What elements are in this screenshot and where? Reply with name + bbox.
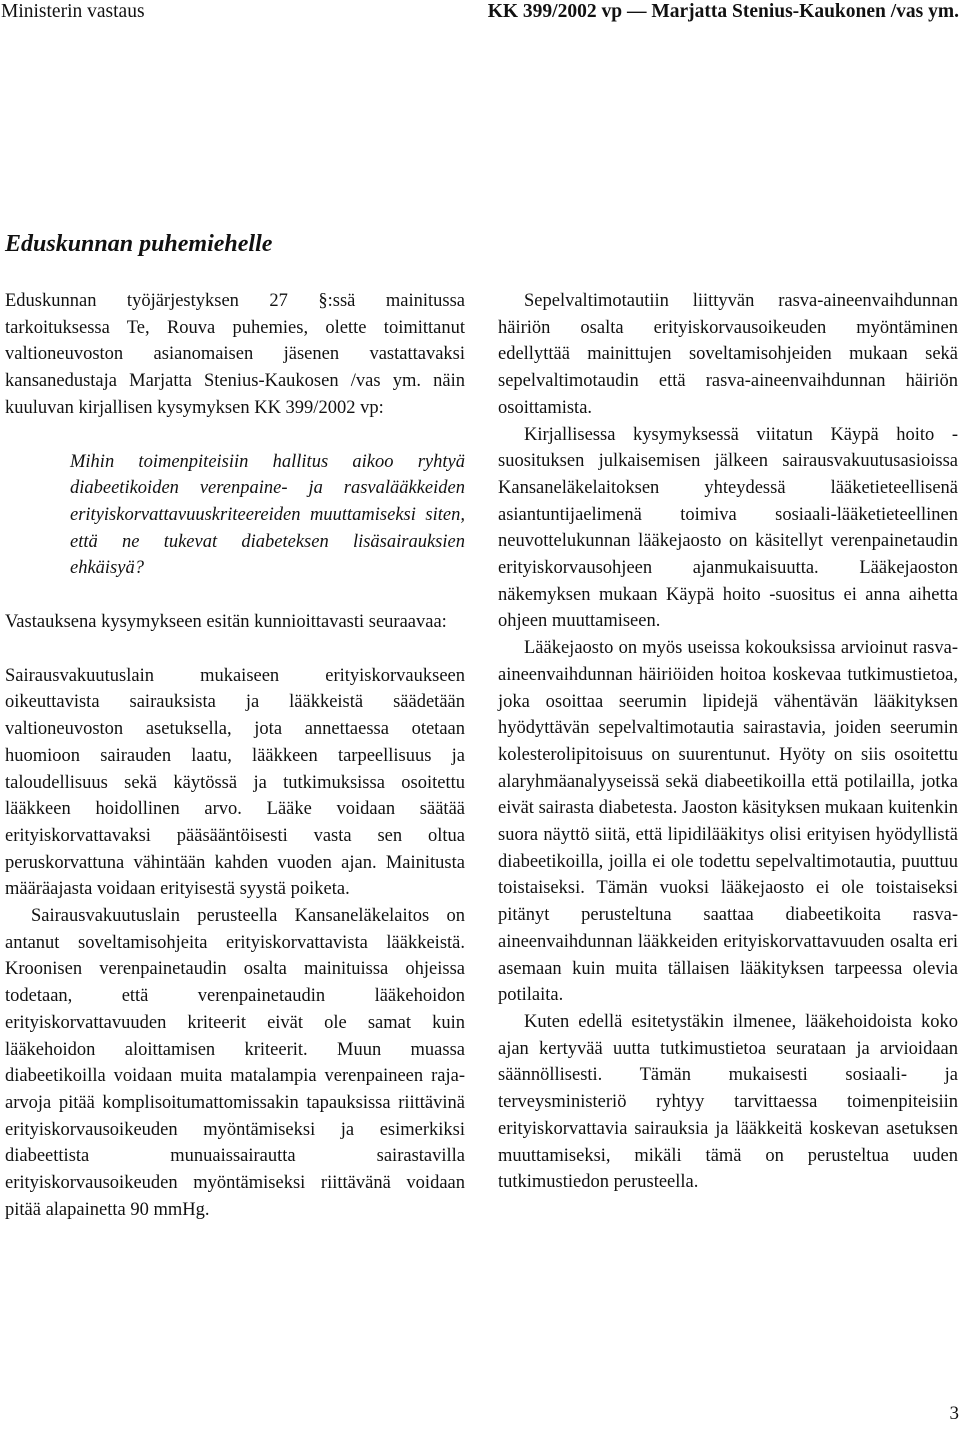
header-document-reference: KK 399/2002 vp — Marjatta Stenius-Kaukonen /vas ym. [487, 1, 959, 22]
right-column [498, 288, 958, 1196]
body-paragraph: Sairausvakuutuslain mukaiseen erityiskorvaukseen oikeuttavista sairauksista ja lääkkeistä säädetään valtioneuvoston asetuksella, jota annettaessa otetaan huomioon sairauden laatu, lääkkeen tarpeellisuus ja taloudellisuus sekä käytössä ja tutkimuksissa osoitettu lääkkeen hoidollinen arvo. Lääke voidaan säätää erityiskorvattavaksi pääsääntöisesti vasta sen oltua peruskorvattuna vähintään kahden vuoden ajan. Mainitusta määräajasta voidaan erityisestä syystä poiketa. [5, 665, 465, 900]
body-paragraph: Kirjallisessa kysymyksessä viitatun Käypä hoito -suosituksen julkaisemisen jälkeen sairausvakuutusasioissa Kansaneläkelaitoksen yhteydessä lääketieteellisenä asiantuntijaelimenä toimiva sosiaali-lääketieteellinen neuvottelukunnan lääkejaosto on käsitellyt verenpainetaudin erityiskorvausohjeen ajanmukaisuutta. Lääkejaoston näkemyksen mukaan Käypä hoito -suositus ei anna aihetta ohjeen muuttamiseen. [498, 424, 958, 632]
header-section-label: Ministerin vastaus [1, 1, 145, 22]
question-quote: Mihin toimenpiteisiin hallitus aikoo ryhtyä diabeetikoiden verenpaine- ja rasvalääkkeiden erityiskorvattavuuskriteereiden muuttamiseksi siten, että ne tukevat diabeteksen lisäsairauksien ehkäisyä? [70, 451, 465, 579]
answer-intro-paragraph: Vastauksena kysymykseen esitän kunnioittavasti seuraavaa: [5, 612, 447, 633]
page-number: 3 [949, 1403, 959, 1424]
body-paragraph: Sairausvakuutuslain perusteella Kansaneläkelaitos on antanut soveltamisohjeita erityiskorvattavista lääkkeistä. Kroonisen verenpainetaudin osalta mainituissa ohjeissa todetaan, että verenpainetaudin lääkehoidon erityiskorvattavuuden kriteerit eivät ole samat kuin lääkehoidon aloittamisen kriteerit. Muun muassa diabeetikoilla voidaan muita matalampia verenpaineen raja-arvoja pitää komplisoitumattomissakin tapauksissa riittävinä erityiskorvausoikeuden myöntämiseksi ja esimerkiksi diabeettista munuaissairautta sairastavilla erityiskorvausoikeuden myöntämiseksi riittävänä voidaan pitää alapainetta 90 mmHg. [5, 906, 465, 1220]
document-heading: Eduskunnan puhemiehelle [5, 231, 273, 257]
left-column [5, 288, 465, 1224]
body-paragraph: Sepelvaltimotautiin liittyvän rasva-aineenvaihdunnan häiriön osalta erityiskorvausoikeuden myöntäminen edellyttää mainittujen soveltamisohjeiden mukaan sekä sepelvaltimotaudin että rasva-aineenvaihdunnan häiriön osoittamista. [498, 291, 958, 418]
body-paragraph: Lääkejaosto on myös useissa kokouksissa arvioinut rasva-aineenvaihdunnan häiriöiden hoitoa koskevaa tutkimustietoa, joka osoittaa seerumin lipidejä vähentävän lääkityksen hyödyttävän sepelvaltimotautia sairastavia, joiden seerumin kolesterolipitoisuus on suurentunut. Hyöty on siis osoitettu alaryhmäanalyyseissä sekä diabeetikoilla että potilailla, jotka eivät sairasta diabetesta. Jaoston käsityksen mukaan kuitenkin suora näyttö siitä, että lipidilääkitys olisi erityisen hyödyllistä diabeetikoilla, joilla ei ole todettu sepelvaltimotautia, puuttuu toistaiseksi. Tämän vuoksi lääkejaosto ei ole toistaiseksi pitänyt perusteltuna saattaa diabeetikoita rasva-aineenvaihdunnan lääkkeiden erityiskorvattavuuden osalta eri asemaan kuin muita tällaisen lääkityksen tarpeessa olevia potilaita. [498, 638, 958, 1006]
intro-paragraph: Eduskunnan työjärjestyksen 27 §:ssä mainitussa tarkoituksessa Te, Rouva puhemies, olette toimittanut valtioneuvoston asianomaisen jäsenen vastattavaksi kansanedustaja Marjatta Stenius-Kaukosen /vas ym. näin kuuluvan kirjallisen kysymyksen KK 399/2002 vp: [5, 291, 465, 418]
running-header [0, 0, 960, 28]
body-paragraph: Kuten edellä esitetystäkin ilmenee, lääkehoidoista koko ajan kertyvää uutta tutkimustietoa seurataan ja arvioidaan säännöllisesti. Tämän mukaisesti sosiaali- ja terveysministeriö ryhtyy tarvittaessa toimenpiteisiin erityiskorvattavia sairauksia ja lääkkeitä koskevan asetuksen muuttamiseksi, mikäli tämä on perusteltua uuden tutkimustiedon perusteella. [498, 1011, 958, 1193]
